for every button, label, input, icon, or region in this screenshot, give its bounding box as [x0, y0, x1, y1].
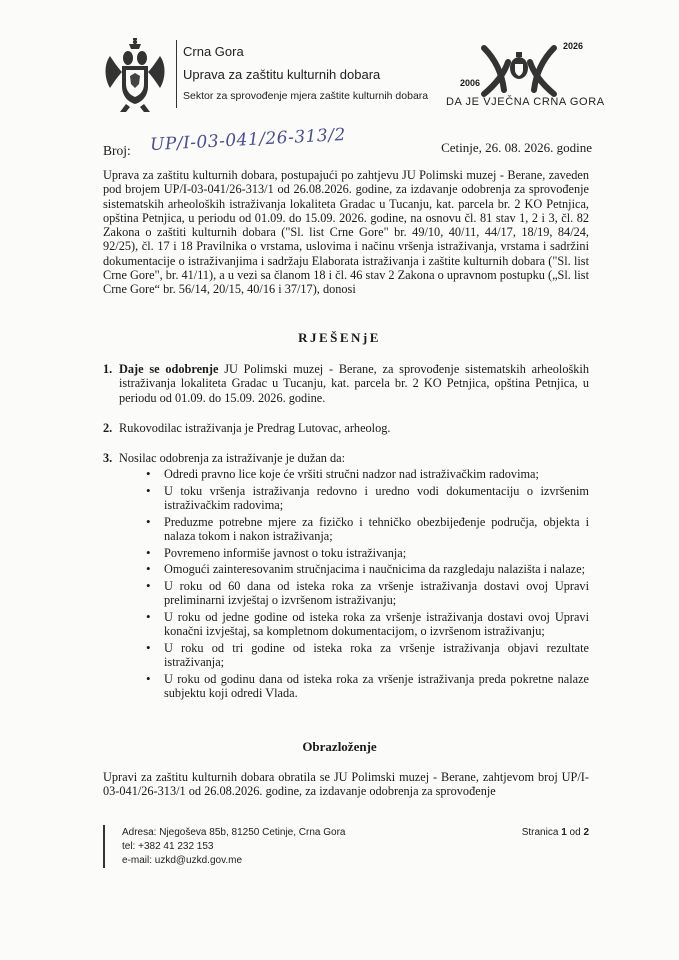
- sector-name: Sektor za sprovođenje mjera zaštite kulturnih dobara: [183, 90, 429, 102]
- list-item: • Preduzme potrebne mjere za fizičko i tehničko obezbijeđenje područja, objekta i nalaza tokom i nakon istraživanja;: [146, 515, 589, 544]
- agency-name: Uprava za zaštitu kulturnih dobara: [183, 67, 381, 82]
- page-number: [522, 827, 589, 838]
- decision-title: RJEŠENjE: [298, 330, 381, 345]
- item-number: 1.: [103, 362, 113, 376]
- coat-of-arms-icon: [102, 38, 168, 114]
- list-item: • Povremeno informiše javnost o toku istraživanja;: [146, 546, 589, 560]
- item-text: JU Polimski muzej - Berane, za sprovođenje sistematskih arheoloških istraživanja lokaliteta Gradac u Tucanju, kat. parcela br. 2 KO Petnjica, opština Petnjica, u periodu od 01.09. do 15.09. 2026. godine.: [119, 362, 589, 405]
- footer-divider: [103, 825, 105, 868]
- page-total: 2: [583, 827, 589, 838]
- item-text: Rukovodilac istraživanja je Predrag Lutovac, arheolog.: [119, 421, 391, 435]
- list-item: • U roku od tri godine od isteka roka za vršenje istraživanja objavi rezultate istraživanja;: [146, 641, 589, 670]
- page-current: 1: [561, 827, 567, 838]
- item-text: Nosilac odobrenja za istraživanje je dužan da:: [119, 451, 346, 465]
- item-number: 3.: [103, 451, 113, 465]
- country-name: Crna Gora: [183, 44, 244, 59]
- item-number: 2.: [103, 421, 113, 435]
- list-item: • U roku od jedne godine od isteka roka za vršenje istraživanja dostavi ovoj Upravi konačni izvještaj, sa kompletnom dokumentacijom, o izvršenom istraživanju;: [146, 610, 589, 639]
- header-divider: [176, 40, 177, 108]
- jubilee-year-start: 2006: [460, 78, 481, 88]
- reasoning-title: Obrazloženje: [302, 739, 377, 754]
- place-and-date: Cetinje, 26. 08. 2026. godine: [441, 140, 592, 155]
- footer-email: e-mail: uzkd@uzkd.gov.me: [122, 855, 243, 866]
- list-item: • Omogući zainteresovanim stručnjacima i naučnicima da razgledaju nalazišta i nalaze;: [146, 562, 589, 576]
- list-item: • Odredi pravno lice koje će vršiti stručni nadzor nad istraživačkim radovima;: [146, 467, 589, 481]
- list-item: • U roku od godinu dana od isteka roka za vršenje istraživanja preda pokretne nalaze subjektu koji odredi Vlada.: [146, 672, 589, 701]
- footer-address: Adresa: Njegoševa 85b, 81250 Cetinje, Crna Gora: [122, 827, 346, 838]
- decision-item: [119, 362, 589, 405]
- jubilee-year-end: 2026: [563, 41, 584, 51]
- list-item: • U roku od 60 dana od isteka roka za vršenje istraživanja dostavi ovoj Upravi preliminarni izvještaj o izvršenom istraživanju;: [146, 579, 589, 608]
- handwritten-reference-number: UP/I-03-041/26-313/2: [149, 124, 347, 156]
- reasoning-paragraph: Upravi za zaštitu kulturnih dobara obratila se JU Polimski muzej - Berane, zahtjevom broj UP/I-03-041/26-313/1 od 26.08.2026. godine, za izdavanje odobrenja za sprovođenje: [103, 770, 589, 799]
- page-of: od: [569, 827, 581, 838]
- jubilee-caption: DA JE VJEČNA CRNA GORA: [446, 96, 605, 108]
- reference-label: Broj:: [103, 143, 131, 158]
- footer-phone: tel: +382 41 232 153: [122, 841, 214, 852]
- item-bold-lead: Daje se odobrenje: [119, 362, 219, 376]
- page-prefix: Stranica: [521, 827, 559, 838]
- intro-paragraph: Uprava za zaštitu kulturnih dobara, postupajući po zahtjevu JU Polimski muzej - Berane, zaveden pod brojem UP/I-03-041/26-313/1 od 26.08.2026. godine, za izdavanje odobrenja za sprovođenje sistematskih arheoloških istraživanja lokaliteta Gradac u Tucanju, kat. parcela br. 2 KO Petnjica, opština Petnjica, u periodu od 01.09. do 15.09. 2026. godine, na osnovu čl. 81 stav 1, 2 i 3, čl. 82 Zakona o zaštiti kulturnih dobara ("Sl. list Crne Gore" br. 49/10, 40/11, 44/17, 18/19, 84/24, 92/25), čl. 17 i 18 Pravilnika o vrstama, uslovima i načinu vršenja istraživanja, vrstama i sadržini dokumentacije o istraživanjima i sadržaju Elaborata istraživanja i zaštite kulturnih dobara ("Sl. list Crne Gore", br. 41/11), a u vezi sa članom 18 i čl. 46 stav 2 Zakona o upravnom postupku („Sl. list Crne Gore“ br. 56/14, 20/15, 40/16 i 37/17), donosi: [103, 168, 589, 297]
- obligations-list: [146, 467, 589, 703]
- list-item: • U toku vršenja istraživanja redovno i uredno vodi dokumentaciju o izvršenim istraživačkim radovima;: [146, 484, 589, 513]
